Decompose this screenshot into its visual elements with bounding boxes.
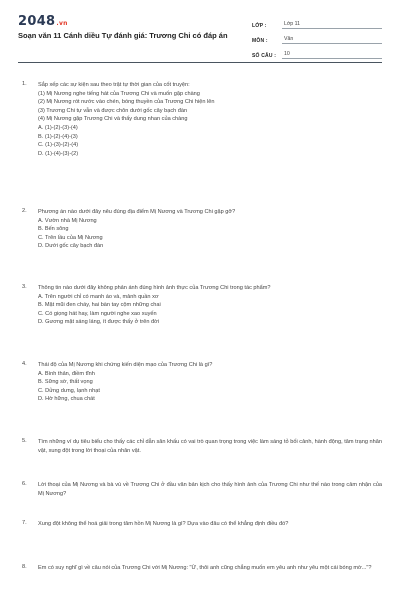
- answer-option-a[interactable]: A. Vườn nhà Mị Nương: [38, 217, 97, 224]
- question-7: [18, 520, 382, 529]
- meta-label: LỚP :: [252, 23, 267, 29]
- logo-domain-text: .vn: [56, 20, 68, 27]
- answer-option-b[interactable]: B. Mặt mũi đen cháy, hai bàn tay cộm những chai: [38, 302, 161, 309]
- question-text: Thông tin nào dưới đây không phản ánh đúng hình ảnh thực của Trương Chi trong tác phẩm?: [38, 285, 271, 291]
- question-number: 4.: [22, 361, 27, 367]
- question-number: 3.: [22, 284, 27, 290]
- answer-option-d[interactable]: D. Gương mặt sáng láng, ít được thấy ở trên đời: [38, 319, 160, 326]
- question-text: Em có suy nghĩ gì về câu nói của Trương Chi với Mị Nương: "Ừ, thôi anh cũng chẳng muốn em yêu anh như yêu một cái bóng mờ..."?: [38, 565, 372, 571]
- meta-label: SỐ CÂU :: [252, 53, 277, 59]
- answer-option-a[interactable]: A. Trên người chỉ có manh áo và, mảnh quần xơ: [38, 293, 159, 300]
- question-text: Thái độ của Mị Nương khi chứng kiến diện mạo của Trương Chi là gì?: [38, 362, 213, 368]
- answer-option-c[interactable]: C. Dửng dưng, lạnh nhạt: [38, 387, 100, 394]
- meta-value-count: 10: [282, 51, 382, 59]
- answer-option-d[interactable]: D. Dưới gốc cây bạch đàn: [38, 243, 104, 250]
- question-text: Lời thoại của Mị Nương và bà vú về Trương Chi ở đầu văn bản kịch cho thấy hình ảnh của Trương Chi như thế nào trong cảm nhận của Mị Nương?: [38, 482, 382, 497]
- header-divider: [18, 62, 382, 63]
- event-line: (2) Mị Nương rót nước vào chén, bóng thuyền của Trương Chi hiện lên: [38, 99, 215, 106]
- question-8: [18, 564, 382, 573]
- event-line: (4) Mị Nương gặp Trương Chi và thấy dung nhan của chàng: [38, 116, 188, 123]
- question-number: 5.: [22, 438, 27, 444]
- question-text: Tìm những ví dụ tiêu biểu cho thấy các chỉ dẫn sân khấu có vai trò quan trọng trong việc làm sáng tỏ bối cảnh, hành động, tâm trạng nhân vật, xung đột trong lời thoại của nhân vật.: [38, 439, 382, 454]
- answer-option-c[interactable]: C. (1)-(3)-(2)-(4): [38, 142, 79, 149]
- meta-value-subject: Văn: [282, 36, 382, 44]
- answer-option-b[interactable]: B. Sững sờ, thất vọng: [38, 379, 93, 386]
- event-line: (1) Mị Nương nghe tiếng hát của Trương Chi và muốn gặp chàng: [38, 90, 200, 97]
- meta-panel: [252, 14, 382, 59]
- question-3: [18, 284, 382, 327]
- question-number: 1.: [22, 81, 27, 87]
- answer-option-b[interactable]: B. (1)-(2)-(4)-(3): [38, 133, 78, 140]
- question-number: 7.: [22, 520, 27, 526]
- event-line: (3) Trương Chi tự vẫn và được chôn dưới gốc cây bạch đàn: [38, 107, 188, 114]
- question-5: [18, 438, 382, 455]
- question-number: 2.: [22, 208, 27, 214]
- question-4: [18, 361, 382, 404]
- question-number: 6.: [22, 481, 27, 487]
- meta-value-class: Lớp 11: [282, 21, 382, 29]
- site-logo[interactable]: [18, 14, 68, 29]
- question-2: [18, 208, 382, 251]
- answer-option-a[interactable]: A. (1)-(2)-(3)-(4): [38, 124, 78, 131]
- question-1: [18, 81, 382, 158]
- answer-option-c[interactable]: C. Trên lầu của Mị Nương: [38, 234, 103, 241]
- document-title: Soạn văn 11 Cánh diều Tự đánh giá: Trương Chi có đáp án: [18, 31, 228, 40]
- answer-option-b[interactable]: B. Bến sông: [38, 226, 69, 233]
- answer-option-d[interactable]: D. Hờ hững, chua chát: [38, 396, 95, 403]
- question-text: Phương án nào dưới đây nêu đúng địa điểm Mị Nương và Trương Chi gặp gỡ?: [38, 209, 236, 215]
- question-6: [18, 481, 382, 498]
- logo-main-text: 2048: [18, 14, 56, 29]
- question-text: Xung đột không thể hoá giải trong tâm hồn Mị Nương là gì? Dựa vào đâu có thể khẳng định điều đó?: [38, 521, 289, 527]
- question-number: 8.: [22, 564, 27, 570]
- answer-option-d[interactable]: D. (1)-(4)-(3)-(2): [38, 150, 79, 157]
- meta-label: MÔN :: [252, 38, 268, 44]
- meta-row-count: [252, 44, 382, 59]
- meta-row-subject: [252, 29, 382, 44]
- meta-row-class: [252, 14, 382, 29]
- question-text: Sắp xếp các sự kiện sau theo trật tự thời gian của cốt truyện:: [38, 82, 190, 88]
- answer-option-a[interactable]: A. Bình thản, điềm tĩnh: [38, 370, 95, 377]
- answer-option-c[interactable]: C. Có giọng hát hay, làm người nghe xao xuyến: [38, 310, 157, 317]
